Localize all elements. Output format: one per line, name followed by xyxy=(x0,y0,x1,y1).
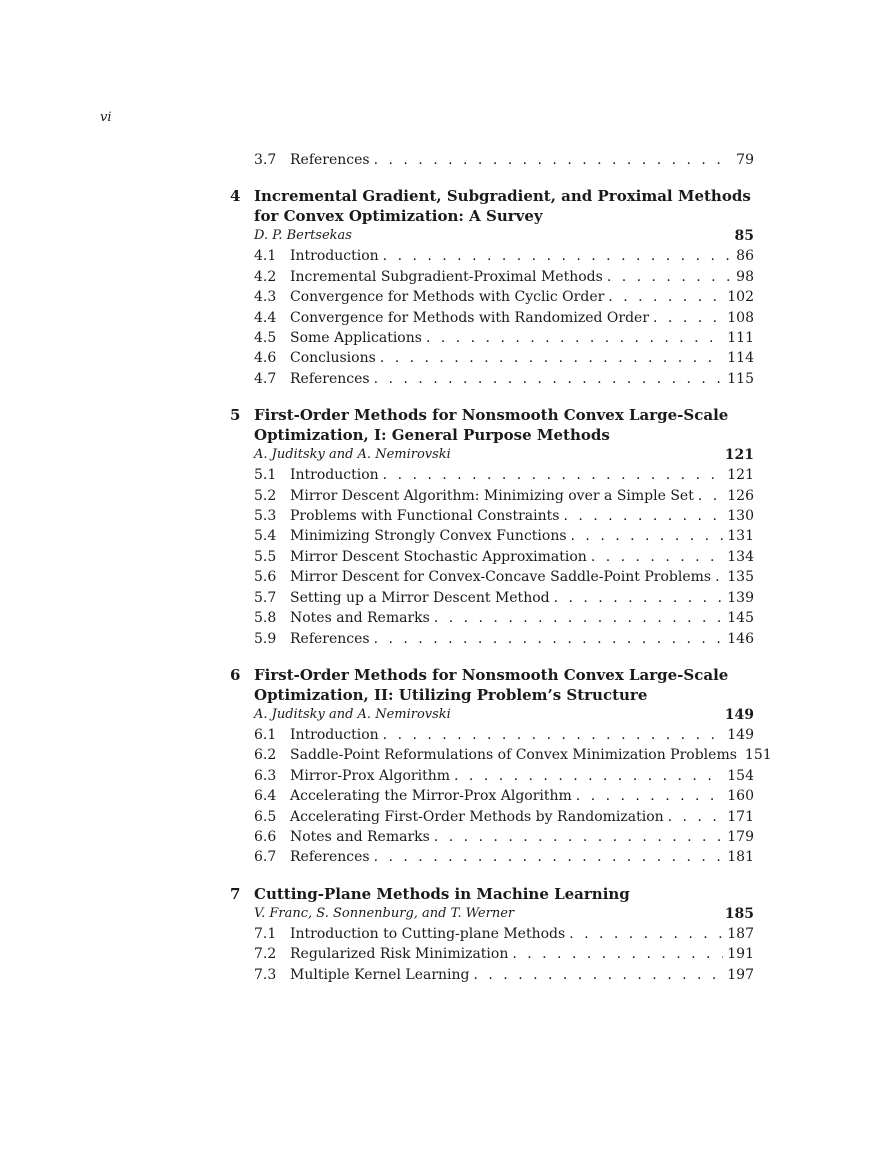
toc-entry[interactable] xyxy=(230,847,754,867)
chapter-title[interactable] xyxy=(230,405,754,445)
toc-entry[interactable] xyxy=(230,766,754,786)
section-number: 7.1 xyxy=(254,925,277,942)
dot-leader xyxy=(434,608,723,628)
section-page: 108 xyxy=(727,309,754,326)
chapter-authors: A. Juditsky and A. Nemirovski xyxy=(254,706,451,722)
section-page: 151 xyxy=(744,747,772,764)
section-title: Convergence for Methods with Randomized Order xyxy=(290,309,650,326)
section-title: Conclusions xyxy=(290,350,376,367)
section-number: 6.1 xyxy=(254,726,277,743)
toc-entry[interactable] xyxy=(230,745,772,765)
chapter-title-text: Incremental Gradient, Subgradient, and Proximal Methods for Convex Optimization: A Survey xyxy=(254,187,751,226)
chapter-authors: D. P. Bertsekas xyxy=(254,228,352,244)
chapter-authors-row xyxy=(230,904,754,924)
section-page: 179 xyxy=(727,828,754,845)
section-title: References xyxy=(290,370,370,387)
chapter-title-text: First-Order Methods for Nonsmooth Convex Large-Scale Optimization, I: General Purpose Methods xyxy=(254,406,729,445)
section-number: 6.3 xyxy=(254,767,277,784)
section-page: 115 xyxy=(727,370,754,387)
toc-entry[interactable] xyxy=(230,608,754,628)
section-title: Minimizing Strongly Convex Functions xyxy=(290,528,567,545)
chapter-page: 149 xyxy=(724,706,754,723)
section-number: 6.6 xyxy=(254,828,277,845)
chapter-page: 185 xyxy=(724,905,754,922)
section-title: Mirror Descent Stochastic Approximation xyxy=(290,548,587,565)
section-number: 6.5 xyxy=(254,808,277,825)
section-page: 130 xyxy=(727,508,754,525)
section-page: 187 xyxy=(727,925,754,942)
dot-leader xyxy=(374,369,724,389)
section-number: 4.4 xyxy=(254,309,277,326)
dot-leader xyxy=(698,486,723,506)
toc-chapter xyxy=(230,405,754,649)
section-page: 114 xyxy=(727,350,754,367)
dot-leader xyxy=(569,924,723,944)
dot-leader xyxy=(571,526,724,546)
section-number: 5.3 xyxy=(254,508,277,525)
dot-leader xyxy=(563,506,723,526)
section-page: 102 xyxy=(727,289,754,306)
section-page: 191 xyxy=(727,946,754,963)
section-page: 79 xyxy=(736,152,754,168)
section-title: Convergence for Methods with Cyclic Order xyxy=(290,289,605,306)
section-number: 5.5 xyxy=(254,548,277,565)
dot-leader xyxy=(591,547,723,567)
chapter-title-text: First-Order Methods for Nonsmooth Convex Large-Scale Optimization, II: Utilizing Problem’s Structure xyxy=(254,665,729,704)
dot-leader xyxy=(554,588,724,608)
dot-leader xyxy=(374,847,724,867)
table-of-contents xyxy=(230,150,772,985)
section-number: 4.7 xyxy=(254,370,277,387)
section-title: Accelerating First-Order Methods by Randomization xyxy=(290,808,664,825)
section-title: Accelerating the Mirror-Prox Algorithm xyxy=(290,788,572,805)
chapter-title[interactable] xyxy=(230,186,754,226)
toc-entry[interactable] xyxy=(230,246,754,266)
section-number: 5.6 xyxy=(254,569,277,586)
section-title: Introduction xyxy=(290,726,379,743)
chapter-number: 6 xyxy=(230,665,241,684)
section-number: 5.8 xyxy=(254,610,277,627)
section-page: 149 xyxy=(727,726,754,743)
section-number: 4.3 xyxy=(254,289,277,306)
section-page: 86 xyxy=(736,248,754,265)
toc-entry[interactable] xyxy=(230,944,754,964)
section-number: 6.4 xyxy=(254,788,277,805)
chapter-title[interactable] xyxy=(230,665,754,705)
chapter-number: 4 xyxy=(230,187,241,206)
toc-entry[interactable] xyxy=(230,526,754,546)
dot-leader xyxy=(576,786,723,806)
toc-entry[interactable] xyxy=(230,547,754,567)
dot-leader xyxy=(607,267,732,287)
toc-entry[interactable] xyxy=(230,786,754,806)
dot-leader xyxy=(653,308,723,328)
toc-entry[interactable] xyxy=(230,267,754,287)
toc-entry[interactable] xyxy=(230,567,754,587)
section-number: 6.7 xyxy=(254,849,277,866)
section-page: 154 xyxy=(727,767,754,784)
dot-leader xyxy=(434,827,723,847)
toc-entry[interactable] xyxy=(230,807,754,827)
toc-entry[interactable] xyxy=(230,308,754,328)
section-page: 160 xyxy=(727,788,754,805)
section-page: 135 xyxy=(727,569,754,586)
toc-entry[interactable] xyxy=(230,506,754,526)
dot-leader xyxy=(512,944,723,964)
section-title: References xyxy=(290,630,370,647)
section-page: 145 xyxy=(727,610,754,627)
section-title: Mirror Descent Algorithm: Minimizing over a Simple Set xyxy=(290,487,694,504)
section-number: 3.7 xyxy=(254,152,277,168)
section-title: References xyxy=(290,849,370,866)
section-number: 7.3 xyxy=(254,966,277,983)
dot-leader xyxy=(374,629,724,649)
section-page: 181 xyxy=(727,849,754,866)
section-title: Multiple Kernel Learning xyxy=(290,966,470,983)
toc-chapter xyxy=(230,665,772,868)
chapter-page: 85 xyxy=(734,228,754,245)
chapter-page: 121 xyxy=(724,447,754,464)
toc-entry[interactable] xyxy=(230,486,754,506)
chapter-authors-row xyxy=(230,445,754,465)
section-page: 134 xyxy=(727,548,754,565)
chapter-authors: V. Franc, S. Sonnenburg, and T. Werner xyxy=(254,905,515,921)
section-number: 4.6 xyxy=(254,350,277,367)
dot-leader xyxy=(374,150,732,170)
section-page: 131 xyxy=(727,528,754,545)
section-number: 4.1 xyxy=(254,248,277,265)
section-title: Introduction xyxy=(290,248,379,265)
toc-entry[interactable] xyxy=(230,348,754,368)
section-number: 4.2 xyxy=(254,268,277,285)
section-page: 126 xyxy=(727,487,754,504)
dot-leader xyxy=(383,465,724,485)
dot-leader xyxy=(715,567,723,587)
section-title: Saddle-Point Reformulations of Convex Minimization Problems xyxy=(290,747,737,764)
dot-leader xyxy=(383,246,732,266)
toc-entry[interactable] xyxy=(230,328,754,348)
section-page: 146 xyxy=(727,630,754,647)
toc-entry[interactable] xyxy=(230,369,754,389)
section-title: Introduction xyxy=(290,467,379,484)
dot-leader xyxy=(426,328,723,348)
section-number: 5.2 xyxy=(254,487,277,504)
section-page: 139 xyxy=(727,589,754,606)
section-title: References xyxy=(290,152,370,168)
section-title: Incremental Subgradient-Proximal Methods xyxy=(290,268,603,285)
section-number: 6.2 xyxy=(254,747,277,764)
toc-entry[interactable] xyxy=(230,725,754,745)
section-title: Notes and Remarks xyxy=(290,610,430,627)
toc-chapter xyxy=(230,884,754,985)
dot-leader xyxy=(454,766,723,786)
chapter-authors-row xyxy=(230,705,754,725)
section-page: 171 xyxy=(727,808,754,825)
toc-chapter xyxy=(230,150,754,170)
section-number: 5.4 xyxy=(254,528,277,545)
toc-entry[interactable] xyxy=(230,924,754,944)
section-title: Setting up a Mirror Descent Method xyxy=(290,589,550,606)
section-page: 98 xyxy=(736,268,754,285)
chapter-authors-row xyxy=(230,226,754,246)
page-number: vi xyxy=(100,110,112,125)
chapter-title-text: Cutting-Plane Methods in Machine Learning xyxy=(254,884,630,903)
dot-leader xyxy=(608,287,723,307)
section-page: 121 xyxy=(727,467,754,484)
section-title: Regularized Risk Minimization xyxy=(290,946,509,963)
chapter-title[interactable] xyxy=(230,884,754,904)
section-title: Mirror Descent for Convex-Concave Saddle-Point Problems xyxy=(290,569,712,586)
toc-entry[interactable] xyxy=(230,827,754,847)
section-number: 5.9 xyxy=(254,630,277,647)
section-number: 5.1 xyxy=(254,467,277,484)
toc-entry[interactable] xyxy=(230,588,754,608)
toc-entry[interactable] xyxy=(230,287,754,307)
chapter-number: 7 xyxy=(230,884,241,903)
section-page: 111 xyxy=(727,330,754,347)
dot-leader xyxy=(380,348,723,368)
section-number: 4.5 xyxy=(254,330,277,347)
toc-entry[interactable] xyxy=(230,965,754,985)
section-number: 7.2 xyxy=(254,946,277,963)
chapter-number: 5 xyxy=(230,406,241,425)
section-title: Mirror-Prox Algorithm xyxy=(290,767,451,784)
section-number: 5.7 xyxy=(254,589,277,606)
dot-leader xyxy=(668,807,724,827)
section-title: Some Applications xyxy=(290,330,422,347)
chapter-authors: A. Juditsky and A. Nemirovski xyxy=(254,447,451,463)
toc-entry[interactable] xyxy=(230,629,754,649)
section-page: 197 xyxy=(727,966,754,983)
toc-entry[interactable] xyxy=(230,150,754,170)
section-title: Notes and Remarks xyxy=(290,828,430,845)
dot-leader xyxy=(474,965,724,985)
toc-chapter xyxy=(230,186,754,389)
toc-entry[interactable] xyxy=(230,465,754,485)
section-title: Problems with Functional Constraints xyxy=(290,508,560,525)
section-title: Introduction to Cutting-plane Methods xyxy=(290,925,566,942)
dot-leader xyxy=(383,725,724,745)
